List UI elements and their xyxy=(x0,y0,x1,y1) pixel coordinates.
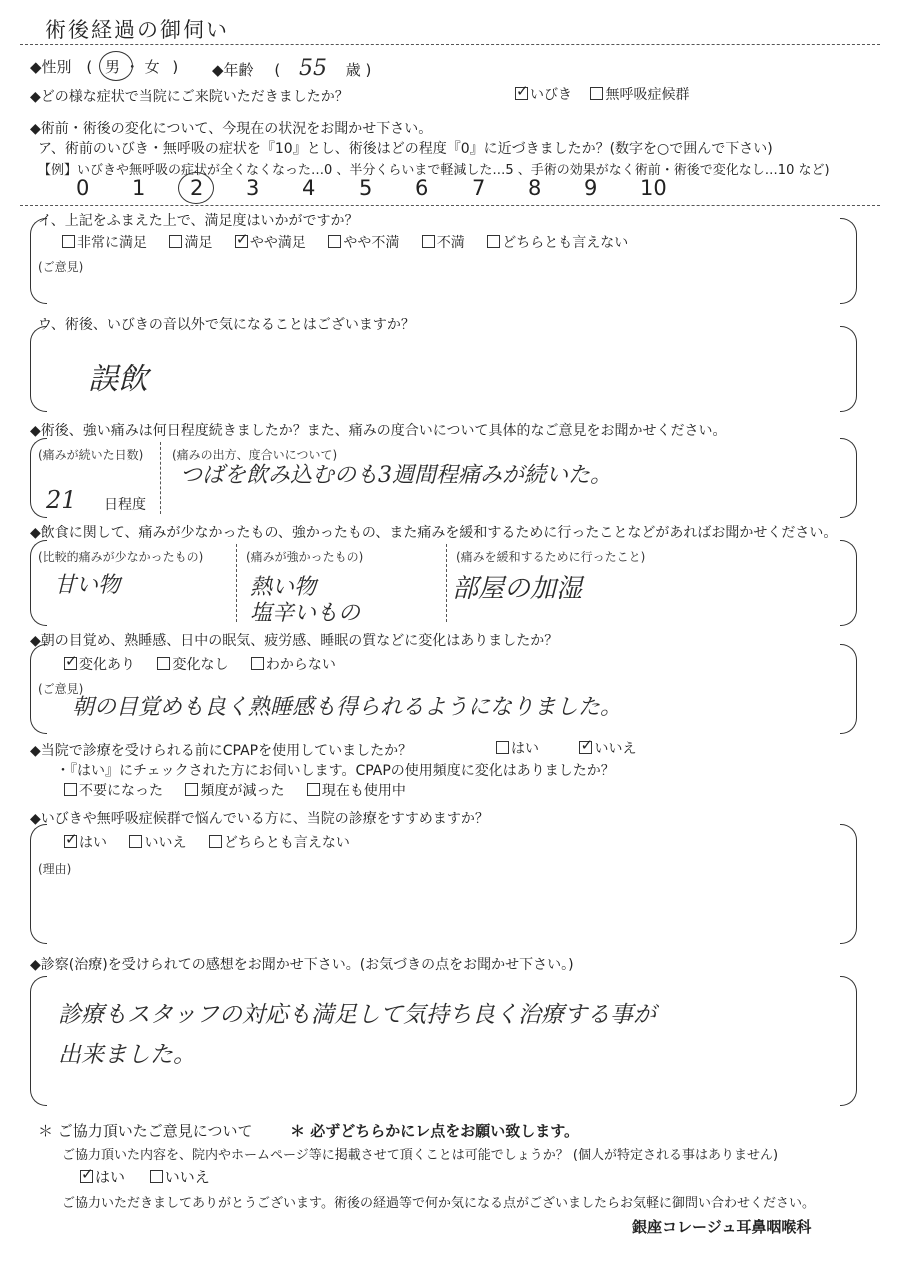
q3-option-neither[interactable]: どちらとも言えない xyxy=(487,235,628,251)
q7-option-changed[interactable]: ✓変化あり xyxy=(64,657,135,673)
q1-option-snoring[interactable]: ✓ いびき xyxy=(515,87,572,103)
footer-options xyxy=(80,1166,210,1187)
footer-question: ご協力頂いた内容を、院内やホームページ等に掲載させて頂くことは可能でしょうか？ (個人が特定される事はありません) xyxy=(62,1148,779,1163)
checkbox-checked-icon[interactable] xyxy=(235,235,248,248)
q3-option-satisfied[interactable]: 満足 xyxy=(169,235,212,251)
scale-10[interactable]: 10 xyxy=(640,176,667,200)
q5-divider xyxy=(160,442,161,514)
age-close-paren: ) xyxy=(365,61,372,79)
checkbox-icon[interactable] xyxy=(62,235,75,248)
bracket-right xyxy=(840,326,857,412)
checkbox-checked-icon[interactable] xyxy=(515,87,528,100)
q3-options xyxy=(62,232,628,252)
scale-1[interactable]: 1 xyxy=(132,176,146,200)
age-value[interactable]: 55 xyxy=(298,56,327,81)
q9-option-yes[interactable]: ✓はい xyxy=(64,835,107,851)
checkbox-icon[interactable] xyxy=(307,783,320,796)
q4-question: ウ、術後、いびきの音以外で気になることはございますか？ xyxy=(38,317,415,333)
checkbox-checked-icon[interactable] xyxy=(80,1170,93,1183)
q8-sub-question: ・『はい』にチェックされた方にお伺いします。CPAPの使用頻度に変化はありましたか？ xyxy=(56,763,615,779)
checkbox-icon[interactable] xyxy=(129,835,142,848)
q4-answer[interactable]: 誤飲 xyxy=(88,362,148,397)
bracket-left xyxy=(30,976,47,1106)
footer-option-no[interactable]: いいえ xyxy=(150,1168,210,1186)
bracket-left xyxy=(30,824,47,944)
sex-separator: ・ xyxy=(124,58,140,76)
age-unit: 歳 xyxy=(345,61,361,79)
checkbox-checked-icon[interactable] xyxy=(64,835,77,848)
scale-0[interactable]: 0 xyxy=(76,176,90,200)
q8-question: ◆当院で診療を受けられる前にCPAPを使用していましたか？ xyxy=(30,743,413,759)
q6-col2b[interactable]: 塩辛いもの xyxy=(250,601,361,626)
checkbox-icon[interactable] xyxy=(328,235,341,248)
bracket-right xyxy=(840,976,857,1106)
checkbox-icon[interactable] xyxy=(185,783,198,796)
clinic-name: 銀座コレージュ耳鼻咽喉科 xyxy=(632,1218,812,1236)
q8-option-no[interactable]: ✓ いいえ xyxy=(579,741,636,757)
q3-option-somewhat-dissatisfied[interactable]: やや不満 xyxy=(328,235,399,251)
q8-option-yes[interactable]: はい xyxy=(496,741,539,757)
q6-col2a[interactable]: 熱い物 xyxy=(250,575,317,600)
q2-example: 【例】いびきや無呼吸の症状が全くなくなった…0 、半分くらいまで軽減した…5 、手術の効果がなく術前・術後で変化なし…10 など) xyxy=(38,163,830,178)
scale-6[interactable]: 6 xyxy=(415,176,429,200)
bracket-left xyxy=(30,326,47,412)
footer-option-yes[interactable]: ✓はい xyxy=(80,1168,125,1186)
q3-option-dissatisfied[interactable]: 不満 xyxy=(422,235,465,251)
checkbox-icon[interactable] xyxy=(64,783,77,796)
q6-divider xyxy=(236,544,237,622)
q8-sub-option-not-needed[interactable]: 不要になった xyxy=(64,783,163,799)
q7-option-unknown[interactable]: わからない xyxy=(251,657,336,673)
q10-answer-line2[interactable]: 出来ました。 xyxy=(58,1042,196,1068)
scale-9[interactable]: 9 xyxy=(584,176,598,200)
q3-option-very-satisfied[interactable]: 非常に満足 xyxy=(62,235,147,251)
checkbox-icon[interactable] xyxy=(209,835,222,848)
q3-option-somewhat-satisfied[interactable]: ✓ やや満足 xyxy=(235,235,306,251)
sex-female[interactable]: 女 xyxy=(144,58,160,76)
q10-answer-line1[interactable]: 診療もスタッフの対応も満足して気持ち良く治療する事が xyxy=(58,1002,656,1028)
q6-col1[interactable]: 甘い物 xyxy=(54,573,121,598)
sex-close-paren: ) xyxy=(172,58,179,76)
q7-answer[interactable]: 朝の目覚めも良く熟睡感も得られるようになりました。 xyxy=(72,695,623,720)
q6-col2-label: (痛みが強かったもの) xyxy=(246,550,364,564)
q2-sub-a: ア、術前のいびき・無呼吸の症状を『10』とし、術後はどの程度『0』に近づきましたか？(数字を○で囲んで下さい) xyxy=(38,141,773,157)
q7-option-no-change[interactable]: 変化なし xyxy=(157,657,228,673)
q9-option-neither[interactable]: どちらとも言えない xyxy=(209,835,350,851)
q5-detail[interactable]: つばを飲み込むのも3週間程痛みが続いた。 xyxy=(180,463,612,488)
q9-options xyxy=(64,832,350,852)
q2-question: ◆術前・術後の変化について、今現在の状況をお聞かせ下さい。 xyxy=(30,121,433,137)
sex-selected-circle xyxy=(99,51,133,81)
q5-days-label: (痛みが続いた日数) xyxy=(38,448,144,462)
q8-sub-option-still-using[interactable]: 現在も使用中 xyxy=(307,783,406,799)
q8-sub-options xyxy=(64,780,406,800)
checkbox-icon[interactable] xyxy=(251,657,264,670)
q9-reason-label: (理由) xyxy=(38,862,72,876)
footer-thanks: ご協力いただきましてありがとうございます。術後の経過等で何か気になる点がございましたらお気軽に御問い合わせください。 xyxy=(62,1196,815,1211)
sex-label: ◆性別 xyxy=(30,58,72,76)
q6-col3-label: (痛みを緩和するために行ったこと) xyxy=(456,550,646,564)
footer-note-opinion: ＊ ご協力頂いたご意見について xyxy=(38,1122,253,1140)
checkbox-icon[interactable] xyxy=(496,741,509,754)
scale-4[interactable]: 4 xyxy=(302,176,316,200)
age-open-paren: ( xyxy=(274,61,281,79)
scale-8[interactable]: 8 xyxy=(528,176,542,200)
q7-options xyxy=(64,654,336,674)
q10-question: ◆診察(治療)を受けられての感想をお聞かせ下さい。(お気づきの点をお聞かせ下さい。) xyxy=(30,957,574,973)
bracket-right xyxy=(840,438,857,518)
q6-question: ◆飲食に関して、痛みが少なかったもの、強かったもの、また痛みを緩和するために行ったことなどがあればお聞かせください。 xyxy=(30,525,838,541)
age-label: ◆年齢 xyxy=(212,61,254,79)
bracket-right xyxy=(840,644,857,734)
q3-opinion-label: (ご意見) xyxy=(38,260,84,274)
checkbox-icon[interactable] xyxy=(169,235,182,248)
q7-opinion-label: (ご意見) xyxy=(38,682,84,696)
q8-options xyxy=(496,738,636,758)
checkbox-icon[interactable] xyxy=(590,87,603,100)
sex-male[interactable]: 男 xyxy=(104,58,120,76)
q5-days-unit: 日程度 xyxy=(104,497,146,513)
scale-3[interactable]: 3 xyxy=(246,176,260,200)
title-divider xyxy=(20,44,880,45)
q1-options xyxy=(515,84,689,104)
page-title: 術後経過の御伺い xyxy=(45,18,229,42)
q5-detail-label: (痛みの出方、度合いについて) xyxy=(172,448,338,462)
scale-7[interactable]: 7 xyxy=(472,176,486,200)
scale-5[interactable]: 5 xyxy=(359,176,373,200)
scale-2[interactable]: 2 xyxy=(190,176,204,200)
q3-question: イ、上記をふまえた上で、満足度はいかがですか？ xyxy=(38,213,359,229)
checkbox-icon[interactable] xyxy=(487,235,500,248)
q1-question: ◆どの様な症状で当院にご来院いただきましたか？ xyxy=(30,89,349,105)
q7-question: ◆朝の目覚め、熟睡感、日中の眠気、疲労感、睡眠の質などに変化はありましたか？ xyxy=(30,633,559,649)
q1-option-apnea[interactable]: 無呼吸症候群 xyxy=(590,87,689,103)
checkbox-icon[interactable] xyxy=(150,1170,163,1183)
q5-question: ◆術後、強い痛みは何日程度続きましたか？また、痛みの度合いについて具体的なご意見をお聞かせください。 xyxy=(30,423,727,439)
q6-col1-label: (比較的痛みが少なかったもの) xyxy=(38,550,204,564)
sex-open-paren: ( xyxy=(86,58,93,76)
q6-divider xyxy=(446,544,447,622)
checkbox-icon[interactable] xyxy=(157,657,170,670)
bracket-right xyxy=(840,824,857,944)
q9-option-no[interactable]: いいえ xyxy=(129,835,186,851)
age-row xyxy=(212,56,371,81)
section-divider xyxy=(20,205,880,206)
checkbox-checked-icon[interactable] xyxy=(579,741,592,754)
scale-selected-circle xyxy=(178,172,214,204)
bracket-right xyxy=(840,218,857,304)
q9-question: ◆いびきや無呼吸症候群で悩んでいる方に、当院の診療をすすめますか？ xyxy=(30,811,489,827)
checkbox-checked-icon[interactable] xyxy=(64,657,77,670)
bracket-right xyxy=(840,540,857,626)
q8-sub-option-reduced[interactable]: 頻度が減った xyxy=(185,783,284,799)
q5-days-value[interactable]: 21 xyxy=(46,486,77,514)
footer-note-required: ＊ 必ずどちらかにレ点をお願い致します。 xyxy=(290,1122,580,1140)
checkbox-icon[interactable] xyxy=(422,235,435,248)
q6-col3[interactable]: 部屋の加湿 xyxy=(452,574,583,604)
